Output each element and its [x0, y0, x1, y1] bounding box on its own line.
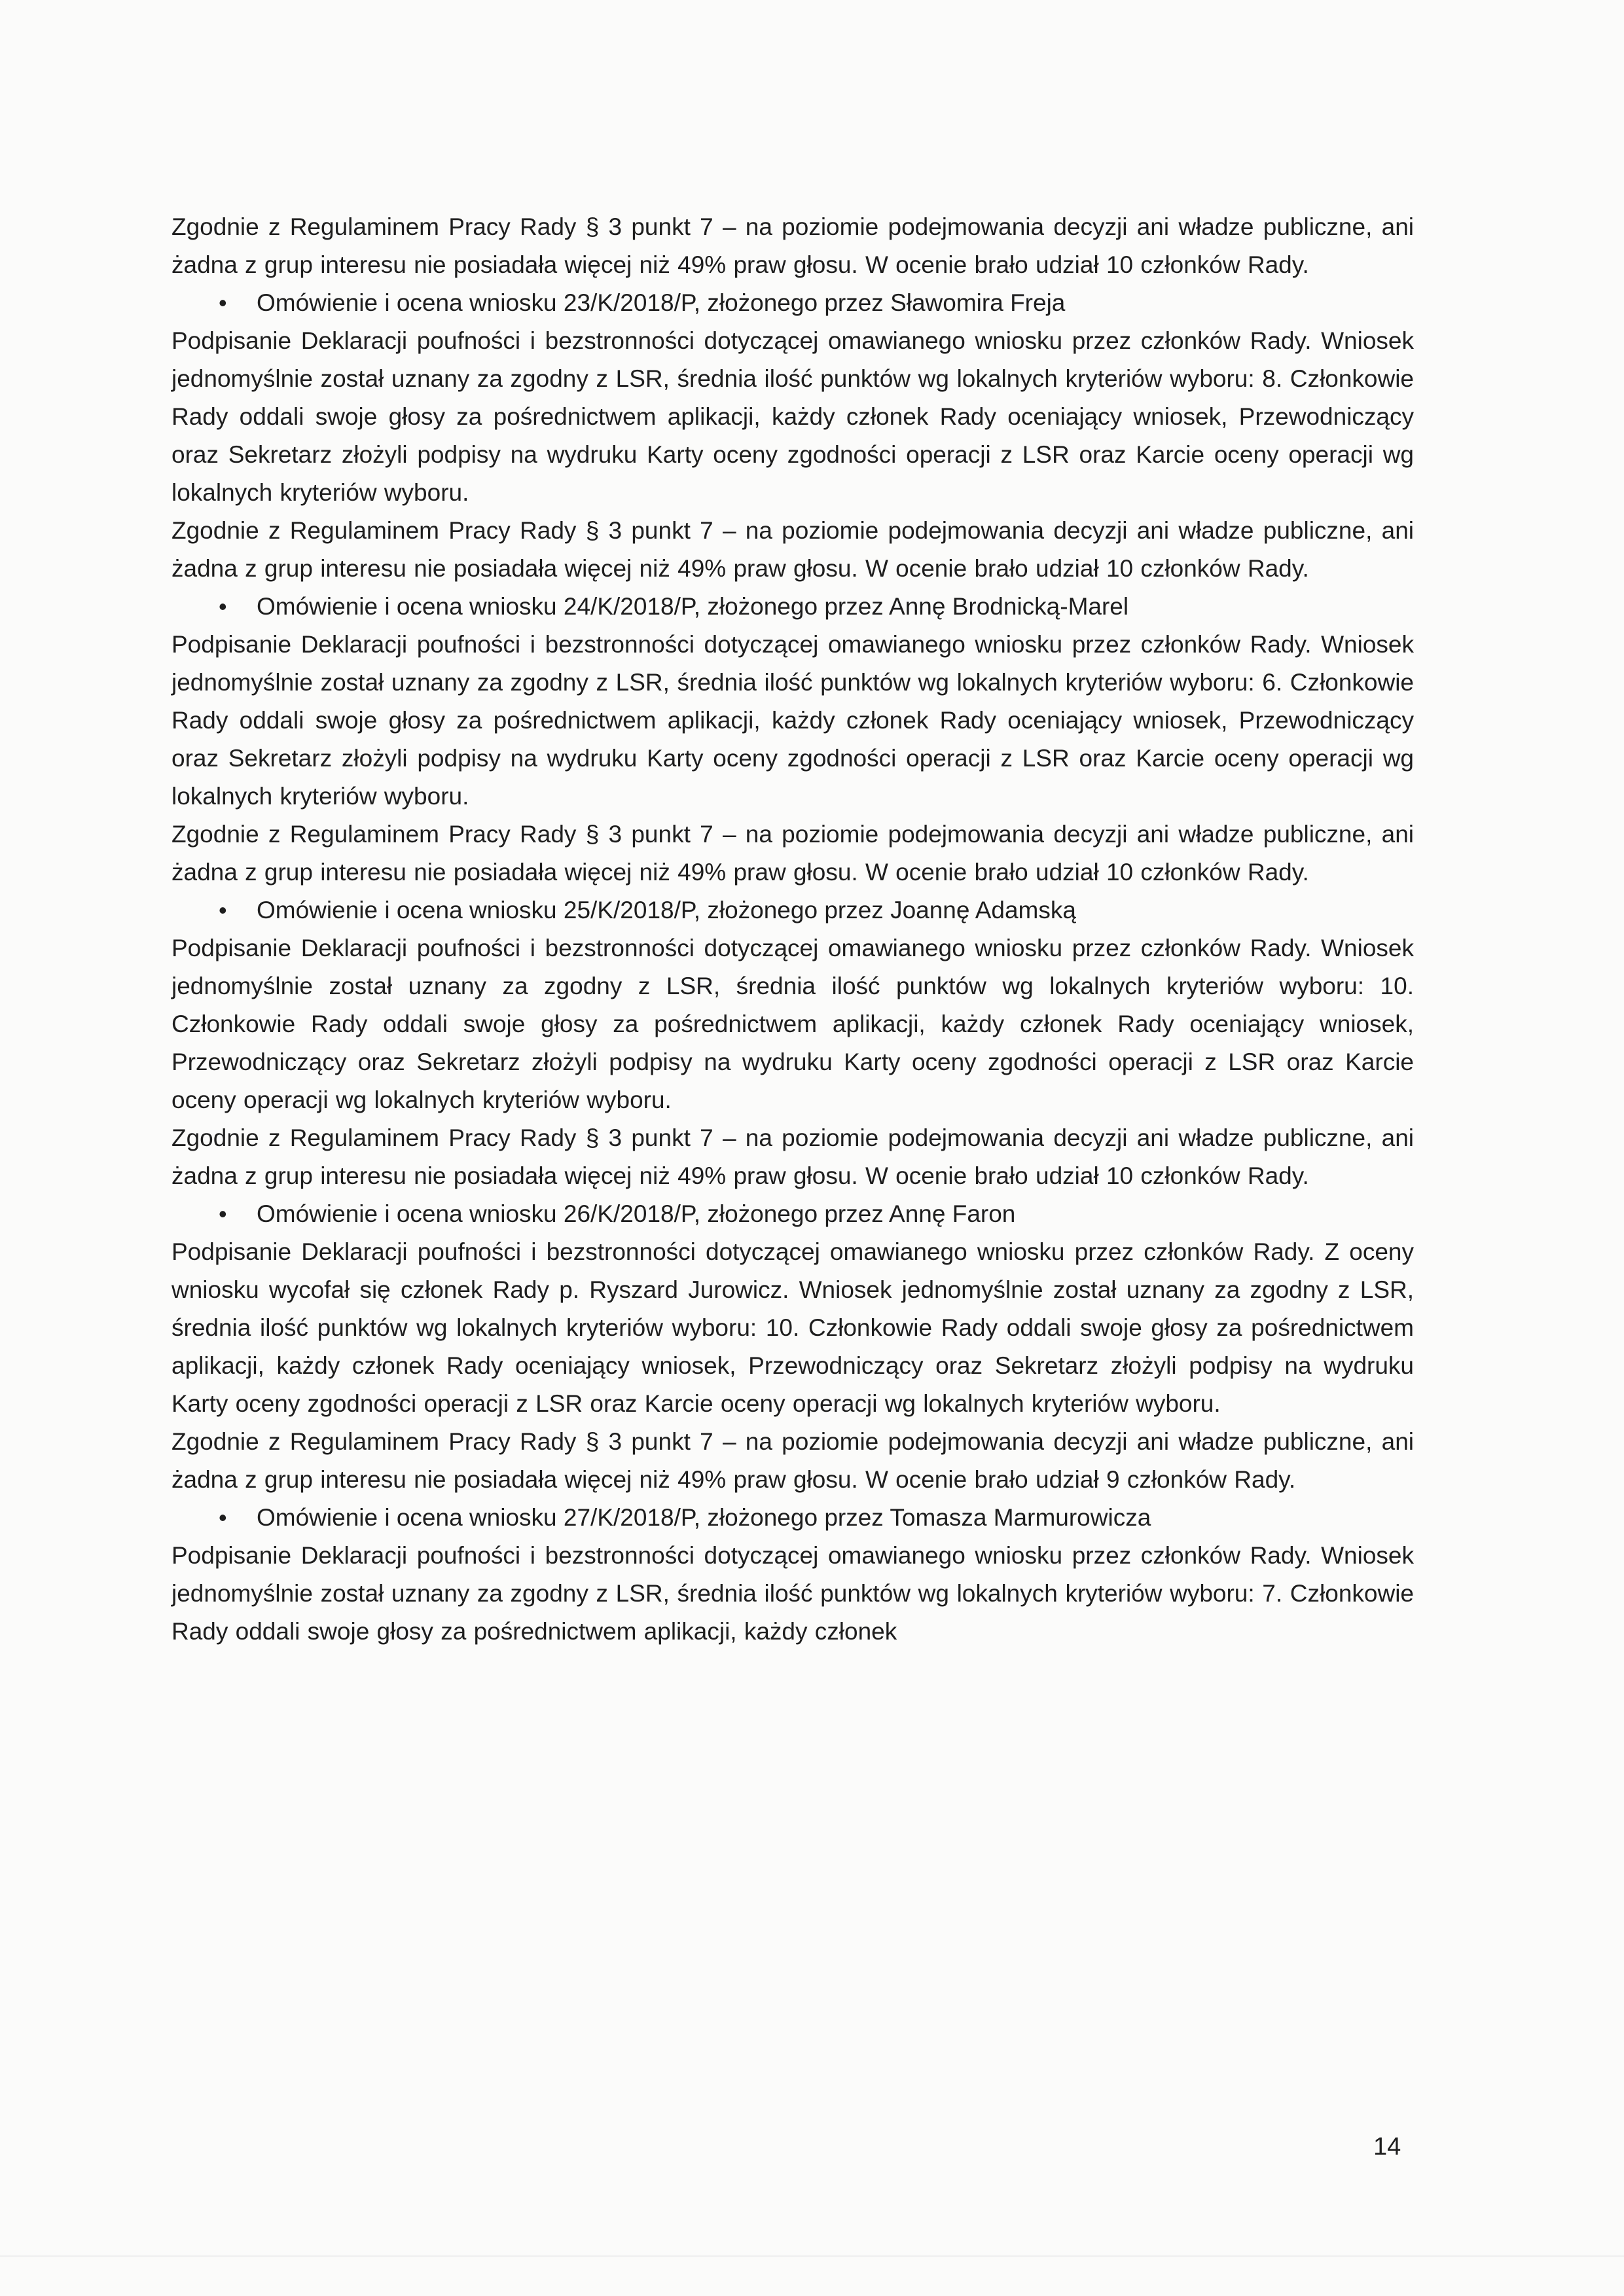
bullet-item-application-26 [171, 1195, 1414, 1233]
bullet-icon: • [219, 289, 227, 316]
bullet-item-label: Omówienie i ocena wniosku 23/K/2018/P, złożonego przez Sławomira Freja [257, 289, 1066, 316]
bullet-item-label: Omówienie i ocena wniosku 27/K/2018/P, złożonego przez Tomasza Marmurowicza [257, 1504, 1151, 1531]
page-bottom-edge [0, 2255, 1624, 2257]
bullet-icon: • [219, 1200, 227, 1227]
bullet-icon: • [219, 1504, 227, 1531]
paragraph-voting-rules-2: Zgodnie z Regulaminem Pracy Rady § 3 punkt 7 – na poziomie podejmowania decyzji ani władze publiczne, ani żadna z grup interesu nie posiadała więcej niż 49% praw głosu. W ocenie brało udział 10 członków Rady. [171, 517, 1414, 582]
paragraph-voting-rules-4: Zgodnie z Regulaminem Pracy Rady § 3 punkt 7 – na poziomie podejmowania decyzji ani władze publiczne, ani żadna z grup interesu nie posiadała więcej niż 49% praw głosu. W ocenie brało udział 10 członków Rady. [171, 1124, 1414, 1189]
paragraph-assessment-25: Podpisanie Deklaracji poufności i bezstronności dotyczącej omawianego wniosku przez członków Rady. Wniosek jednomyślnie został uznany za zgodny z LSR, średnia ilość punktów wg lokalnych kryteriów wyboru: 10. Członkowie Rady oddali swoje głosy za pośrednictwem aplikacji, każdy członek Rady oceniający wniosek, Przewodniczący oraz Sekretarz złożyli podpisy na wydruku Karty oceny zgodności operacji z LSR oraz Karcie oceny operacji wg lokalnych kryteriów wyboru. [171, 935, 1414, 1113]
paragraph-assessment-27: Podpisanie Deklaracji poufności i bezstronności dotyczącej omawianego wniosku przez członków Rady. Wniosek jednomyślnie został uznany za zgodny z LSR, średnia ilość punktów wg lokalnych kryteriów wyboru: 7. Członkowie Rady oddali swoje głosy za pośrednictwem aplikacji, każdy członek [171, 1542, 1414, 1645]
bullet-item-label: Omówienie i ocena wniosku 26/K/2018/P, złożonego przez Annę Faron [257, 1200, 1016, 1227]
bullet-icon: • [219, 593, 227, 620]
bullet-item-application-24 [171, 588, 1414, 626]
bullet-item-application-27 [171, 1499, 1414, 1537]
bullet-item-application-25 [171, 891, 1414, 929]
page-number: 14 [1373, 2133, 1401, 2161]
paragraph-assessment-23: Podpisanie Deklaracji poufności i bezstronności dotyczącej omawianego wniosku przez członków Rady. Wniosek jednomyślnie został uznany za zgodny z LSR, średnia ilość punktów wg lokalnych kryteriów wyboru: 8. Członkowie Rady oddali swoje głosy za pośrednictwem aplikacji, każdy członek Rady oceniający wniosek, Przewodniczący oraz Sekretarz złożyli podpisy na wydruku Karty oceny zgodności operacji z LSR oraz Karcie oceny operacji wg lokalnych kryteriów wyboru. [171, 327, 1414, 506]
paragraph-assessment-24: Podpisanie Deklaracji poufności i bezstronności dotyczącej omawianego wniosku przez członków Rady. Wniosek jednomyślnie został uznany za zgodny z LSR, średnia ilość punktów wg lokalnych kryteriów wyboru: 6. Członkowie Rady oddali swoje głosy za pośrednictwem aplikacji, każdy członek Rady oceniający wniosek, Przewodniczący oraz Sekretarz złożyli podpisy na wydruku Karty oceny zgodności operacji z LSR oraz Karcie oceny operacji wg lokalnych kryteriów wyboru. [171, 631, 1414, 810]
paragraph-voting-rules-1: Zgodnie z Regulaminem Pracy Rady § 3 punkt 7 – na poziomie podejmowania decyzji ani władze publiczne, ani żadna z grup interesu nie posiadała więcej niż 49% praw głosu. W ocenie brało udział 10 członków Rady. [171, 213, 1414, 278]
bullet-item-application-23 [171, 284, 1414, 322]
bullet-icon: • [219, 897, 227, 924]
document-body [171, 208, 1414, 1651]
bullet-item-label: Omówienie i ocena wniosku 24/K/2018/P, złożonego przez Annę Brodnicką-Marel [257, 593, 1129, 620]
paragraph-voting-rules-3: Zgodnie z Regulaminem Pracy Rady § 3 punkt 7 – na poziomie podejmowania decyzji ani władze publiczne, ani żadna z grup interesu nie posiadała więcej niż 49% praw głosu. W ocenie brało udział 10 członków Rady. [171, 821, 1414, 886]
bullet-item-label: Omówienie i ocena wniosku 25/K/2018/P, złożonego przez Joannę Adamską [257, 897, 1076, 924]
paragraph-voting-rules-5: Zgodnie z Regulaminem Pracy Rady § 3 punkt 7 – na poziomie podejmowania decyzji ani władze publiczne, ani żadna z grup interesu nie posiadała więcej niż 49% praw głosu. W ocenie brało udział 9 członków Rady. [171, 1428, 1414, 1493]
paragraph-assessment-26: Podpisanie Deklaracji poufności i bezstronności dotyczącej omawianego wniosku przez członków Rady. Z oceny wniosku wycofał się członek Rady p. Ryszard Jurowicz. Wniosek jednomyślnie został uznany za zgodny z LSR, średnia ilość punktów wg lokalnych kryteriów wyboru: 10. Członkowie Rady oddali swoje głosy za pośrednictwem aplikacji, każdy członek Rady oceniający wniosek, Przewodniczący oraz Sekretarz złożyli podpisy na wydruku Karty oceny zgodności operacji z LSR oraz Karcie oceny operacji wg lokalnych kryteriów wyboru. [171, 1238, 1414, 1417]
